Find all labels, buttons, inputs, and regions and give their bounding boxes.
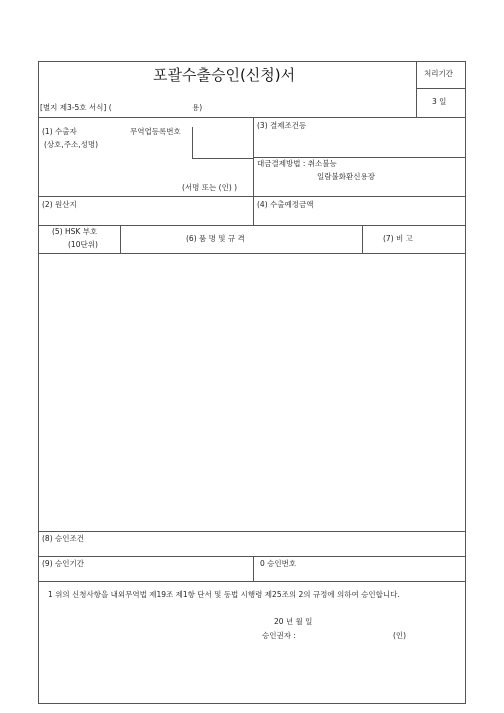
frame-bottom [38,703,466,704]
origin-label: (2) 원산지 [42,200,77,209]
approval-period-label: (9) 승인기간 [42,559,84,568]
items-body-area[interactable] [39,254,465,531]
processing-period-label: 처리기간 [424,69,453,78]
payment-inner-line [253,157,466,158]
hsk-sub-label: (10단위) [68,240,98,249]
exporter-label: (1) 수출자 [42,127,77,136]
header-divider-vertical [416,61,417,117]
attachment-label: [별지 제3-5호 서식] ( [40,103,112,112]
exporter-sub-label: (상호,주소,성명) [44,140,99,149]
approval-statement: 1 위의 신청사항을 내외무역법 제19조 제1항 단서 및 동법 시행령 제25조의 2의 규정에 의하여 승인합니다. [48,590,400,599]
origin-amount-divider [253,196,254,226]
trade-reg-label: 무역업등록번호 [130,127,181,136]
attachment-use: 용) [192,103,203,112]
approval-number-label: 0 승인번호 [260,559,297,568]
approval-date-line: 20 년 월 일 [274,617,313,626]
hsk-column-divider [120,225,121,254]
trade-reg-box-bottom [192,158,254,159]
settlement-terms-label: (3) 결제조건등 [257,121,307,130]
remarks-label: (7) 비 고 [383,234,413,243]
payment-method-value: 일람불화환신용장 [317,172,375,181]
payment-method-label: 대금결제방법 : 취소불능 [257,159,337,168]
processing-period-divider [416,88,466,89]
conditions-top-line [38,531,466,532]
export-amount-label: (4) 수출예정금액 [257,200,314,209]
processing-period-value: 3 일 [432,97,447,106]
origin-bottom-line [38,225,466,226]
period-bottom-line [38,581,466,582]
header-bottom-line [38,117,466,118]
signature-note: (서명 또는 (인) ) [182,183,238,192]
name-spec-label: (6) 품 명 및 규 격 [186,234,245,243]
remarks-column-divider [362,225,363,254]
exporter-bottom-line [38,196,466,197]
form-title: 포괄수출승인(신청)서 [153,66,296,84]
frame-top [38,61,466,62]
approval-authority-label: 승인권자 : [262,631,296,640]
period-top-line [38,556,466,557]
hsk-label: (5) HSK 부호 [52,227,98,236]
trade-reg-box-left [192,127,193,159]
approval-conditions-label: (8) 승인조건 [42,534,84,543]
approval-seal-label: (인) [393,631,407,640]
period-number-divider [253,556,254,582]
